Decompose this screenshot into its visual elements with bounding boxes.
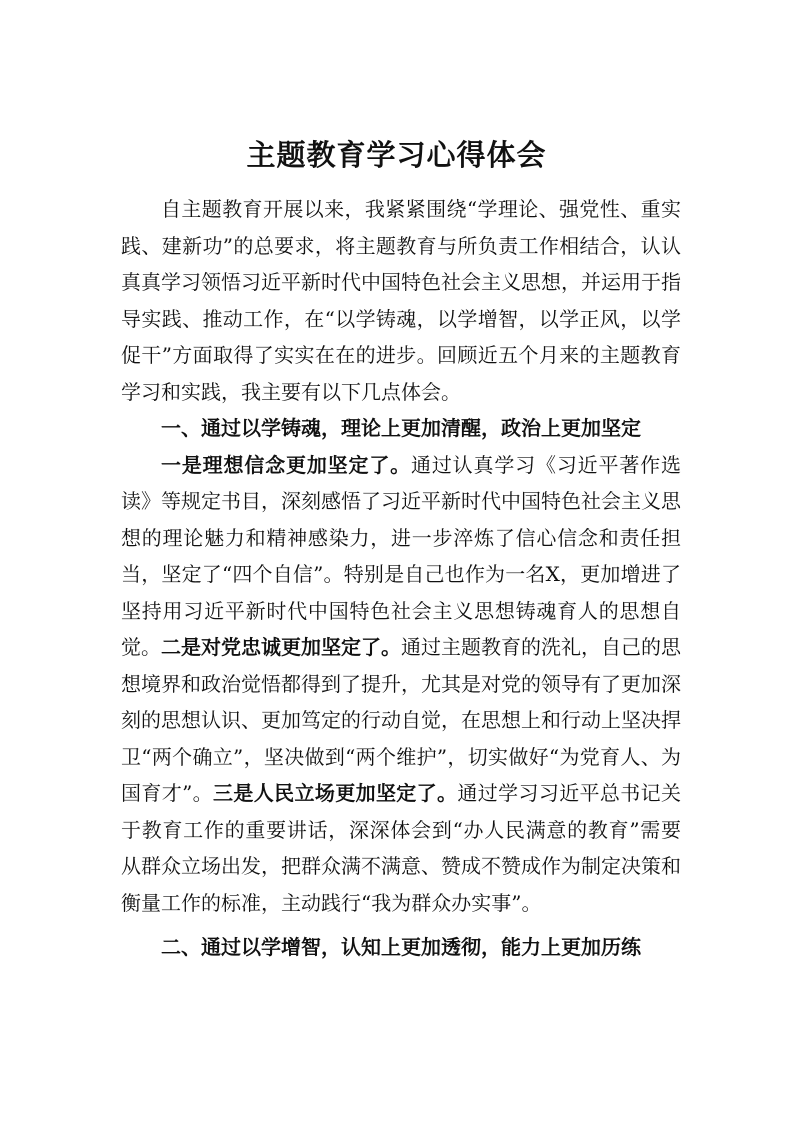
- point-3-lead: 三是人民立场更加坚定了。: [213, 781, 458, 805]
- section-2-heading: 二、通过以学增智，认知上更加透彻，能力上更加历练: [161, 935, 641, 959]
- point-1-text: 通过认真学习《习近平著作选读》等规定书目，深刻感悟了习近平新时代中国特色社会主义思想的理论魅力和精神感染力，进一步淬炼了信心信念和责任担当，坚定了“四个自信”。特别是自己也作为一名X，更加增进了坚持用习近平新时代中国特色社会主义思想铸魂育人的思想自觉。: [121, 452, 681, 659]
- document-title: 主题教育学习心得体会: [246, 138, 547, 172]
- section-1-heading: 一、通过以学铸魂，理论上更加清醒，政治上更加坚定: [161, 416, 641, 440]
- point-2-text: 通过主题教育的洗礼，自己的思想境界和政治觉悟都得到了提升，尤其是对党的领导有了更加深刻的思想认识、更加笃定的行动自觉，在思想上和行动上坚决捍卫“两个确立”，坚决做到“两个维护”，切实做好“为党育人、为国育才”。: [121, 635, 681, 805]
- section-1-paragraph: [121, 447, 681, 922]
- intro-paragraph: 自主题教育开展以来，我紧紧围绕“学理论、强党性、重实践、建新功”的总要求，将主题教育与所负责工作相结合，认认真真学习领悟习近平新时代中国特色社会主义思想，并运用于指导实践、推动工作，在“以学铸魂，以学增智，以学正风，以学促干”方面取得了实实在在的进步。回顾近五个月来的主题教育学习和实践，我主要有以下几点体会。: [121, 197, 681, 404]
- document-body: [121, 191, 681, 966]
- point-1-lead: 一是理想信念更加坚定了。: [161, 452, 411, 477]
- point-3-text: 通过学习习近平总书记关于教育工作的重要讲话，深深体会到“办人民满意的教育”需要从群众立场出发，把群众满不满意、赞成不赞成作为制定决策和衡量工作的标准，主动践行“我为群众办实事”。: [121, 781, 682, 915]
- point-2-lead: 二是对党忠诚更加坚定了。: [161, 635, 401, 659]
